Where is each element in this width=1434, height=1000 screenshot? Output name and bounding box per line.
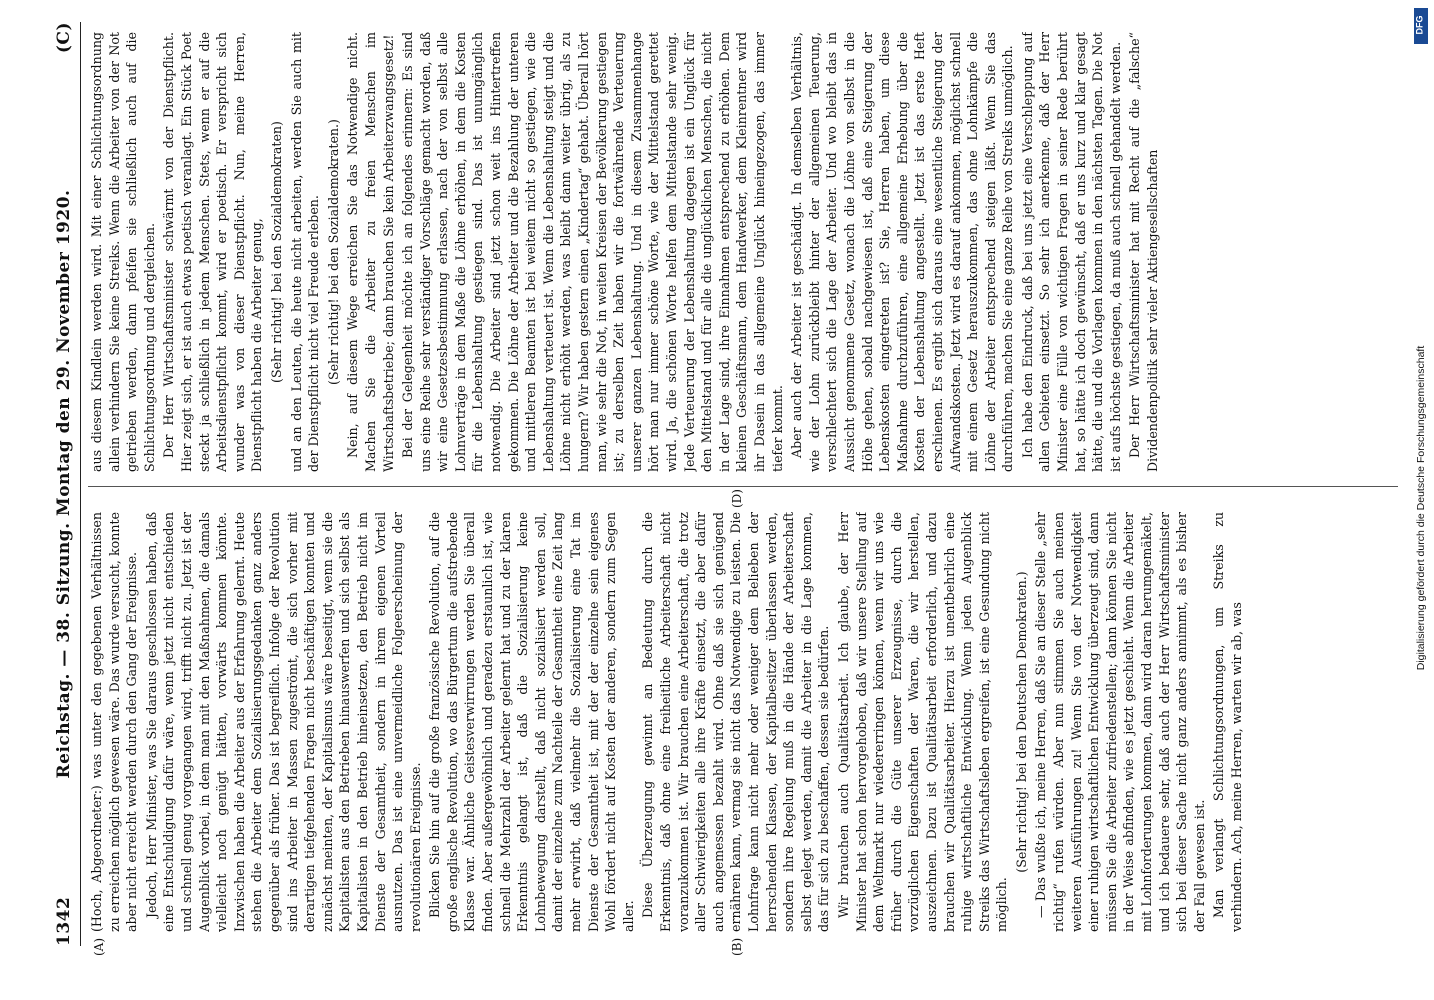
paragraph: Wir brauchen auch Qualitätsarbeit. Ich glaube, der Herr Minister hat schon hervorgehoben, daß wir unsere Stellung auf dem Weltmarkt nur wiedererringen können, wenn wir uns wie früher durch die Güte unserer Erzeugnisse, durch die vorzüglichen Eigenschaften der Waren, die wir herstellen, auszeichnen. Dazu ist Qualitätsarbeit erforderlich, und dazu brauchen wir Qualitätsarbeiter. Hierzu ist unentbehrlich eine ruhige wirtschaftliche Entwicklung. Wenn jeden Augenblick Streiks das Wirtschaftsleben ergreifen, ist eine Gesundung nicht möglich. bbox=[835, 512, 1010, 932]
interjection: (Sehr richtig! bei den Sozialdemokraten.) bbox=[325, 119, 341, 385]
paragraph: und an den Leuten, die heute nicht arbeiten, werden Sie auch mit der Dienstpflicht nicht viel Freude erleben. bbox=[288, 32, 322, 472]
header-title: Reichstag. — 38. Sitzung. Montag den 29. November 1920. bbox=[54, 189, 74, 779]
margin-marker-b: (B) bbox=[730, 937, 744, 956]
paragraph: Der Herr Wirtschaftsminister hat mit Recht auf die „falsche“ Dividendenpolitik sehr vieler Aktiengesellschaften bbox=[1127, 32, 1161, 472]
paragraph: Der Herr Wirtschaftsminister schwärmt von der Dienstpflicht. Hier zeigt sich, er ist auch etwas poetisch veranlagt. Ein Stück Poet steckt ja schließlich in jedem Menschen. Stets, wenn er auf die Arbeitsdienstpflicht kommt, wird er poetisch. Er verspricht sich wunder was von dieser Dienstpflicht. Nun, meine Herren, Dienstpflicht haben die Arbeiter genug, bbox=[161, 32, 265, 472]
page-number: 1342 bbox=[54, 896, 74, 946]
dfg-credit-text: Digitalisierung gefördert durch die Deutsche Forschungsgemeinschaft bbox=[1415, 345, 1427, 671]
running-header bbox=[54, 22, 80, 946]
paragraph: (Hoch, Abgeordneter:) was unter den gegebenen Verhältnissen zu erreichen möglich gewesen wäre. Das wurde versucht, konnte aber nicht erreicht werden durch den Gang der Ereignisse. bbox=[89, 512, 140, 932]
column-separator bbox=[88, 486, 1398, 487]
paragraph: Aber auch der Arbeiter ist geschädigt. In demselben Verhältnis, wie der Lohn zurückbleibt hinter der allgemeinen Teuerung, verschlechtert sich die Lage der Arbeiter. Und wo bleibt das in Aussicht genommene Gesetz, wonach die Löhne von selbst in die Höhe gehen, sobald nachgewiesen ist, daß eine Steigerung der Lebenskosten eingetreten ist? Sie, Herren haben, um diese Maßnahme durchzuführen, eine allgemeine Erhebung über die Kosten der Lebenshaltung angestellt. Jetzt ist das erste Heft erschienen. Es ergibt sich daraus eine wesentliche Steigerung der Aufwandskosten. Jetzt wird es darauf ankommen, möglichst schnell mit einem Gesetz herauszukommen, das ohne Lohnkämpfe die Löhne der Arbeiter entsprechend steigen läßt. Wenn Sie das durchführen, machen Sie eine ganze Reihe von Streiks unmöglich. bbox=[789, 32, 1016, 472]
paragraph: Ich habe den Eindruck, daß bei uns jetzt eine Verschleppung auf allen Gebieten einsetzt. So sehr ich anerkenne, daß der Herr Minister eine Fülle von wichtigen Fragen in seiner Rede berührt hat, so hätte ich doch gewünscht, daß er uns kurz und klar gesagt hätte, die und die Vorlagen kommen in den nächsten Tagen. Die Not ist aufs höchste gestiegen, da muß auch schnell gehandelt werden. bbox=[1019, 32, 1123, 472]
paragraph: — Das wußte ich, meine Herren, daß Sie an dieser Stelle „sehr richtig“ rufen würden. Aber nun stimmen Sie auch meinen weiteren Ausführungen zu! Wenn Sie von der Notwendigkeit einer ruhigen wirtschaftlichen Entwicklung überzeugt sind, dann müssen Sie die Arbeiter zufriedenstellen; dann können Sie nicht in der Weise abfinden, wie es jetzt geschieht. Wenn die Arbeiter mit Lohnforderungen kommen, dann wird daran herumgemäkelt, und ich bedauere sehr, daß auch der Herr Wirtschaftsminister sich bei dieser Sache nicht ganz anders annimmt, als es bisher der Fall gewesen ist. bbox=[1033, 512, 1207, 932]
paragraph: Bei der Gelegenheit möchte ich an folgendes erinnern: Es sind uns eine Reihe sehr verständiger Vorschläge gemacht worden, daß wir eine Gesetzesbestimmung erlassen, nach der von selbst alle Lohnverträge in dem Maße die Löhne erhöhen, in dem die Kosten für die Lebenshaltung gestiegen sind. Das ist unumgänglich notwendig. Die Arbeiter sind jetzt schon weit ins Hintertreffen gekommen. Die Löhne der Arbeiter und die Bezahlung der unteren und mittleren Beamten ist bei weitem nicht so gestiegen, wie die Lebenshaltung verteuert ist. Wenn die Lebenshaltung steigt und die Löhne nicht erhöht werden, was bleibt dann weiter übrig, als zu hungern? Wir haben gestern einen „Kindertag“ gehabt. Überall hört man, wie sehr die Not, in weiten Kreisen der Bevölkerung gestiegen ist; zu derselben Zeit haben wir die fortwährende Verteuerung unserer ganzen Lebenshaltung. Und in diesem Zusammenhange hört man nur immer schöne Worte, wie der Mittelstand gerettet wird. Ja, die schönen Worte helfen dem Mittelstande sehr wenig. Jede Verteuerung der Lebenshaltung dagegen ist ein Unglück für den Mittelstand und für alle die unglücklichen Menschen, die nicht in der Lage sind, ihre Einnahmen entsprechend zu erhöhen. Dem kleinen Geschäftsmann, dem Handwerker, dem Kleinrentner wird ihr Dasein in das allgemeine Unglück hineingezogen, das immer tiefer kommt. bbox=[400, 32, 785, 472]
interjection: (Sehr richtig! bei den Deutschen Demokraten.) bbox=[1013, 571, 1029, 873]
paragraph: Blicken Sie hin auf die große französische Revolution, auf die große englische Revolution, wo das Bürgertum die aufstrebende Klasse war. Ähnliche Geistesverwirrungen werden Sie überall finden. Aber außergewöhnlich und geradezu erstaunlich ist, wie schnell die Mehrzahl der Arbeiter gelernt hat und zu der klaren Erkenntnis gelangt ist, daß die Sozialisierung keine Lohnbewegung darstellt, daß nicht sozialisiert werden soll, damit der einzelne zum Nachteile der Gesamtheit eine Zeit lang mehr erwirbt, daß vielmehr die Sozialisierung eine Tat im Dienste der Gesamtheit ist, mit der der einzelne sein eigenes Wohl fördert nicht auf Kosten der anderen, sondern zum Segen aller. bbox=[427, 512, 636, 932]
dfg-watermark bbox=[1412, 8, 1430, 992]
interjection: (Sehr richtig! bei den Sozialdemokraten) bbox=[268, 121, 284, 383]
margin-marker-a: (A) bbox=[92, 937, 106, 956]
paragraph: Diese Überzeugung gewinnt an Bedeutung durch die Erkenntnis, daß ohne eine freiheitliche Arbeiterschaft nicht voranzukommen ist. Wir brauchen eine Arbeiterschaft, die trotz aller Schwierigkeiten alle ihre Kräfte einsetzt, die aber dafür auch angemessen bezahlt wird. Ohne daß sie sich genügend ernähren kann, vermag sie nicht das Notwendige zu leisten. Die Lohnfrage kann nicht mehr oder weniger dem Belieben der herrschenden Klassen, der Kapitalbesitzer überlassen werden, sondern ihre Regelung muß in die Hände der Arbeiterschaft selbst gelegt werden, damit die Arbeiter in die Lage kommen, das für sich zu beschaffen, dessen sie bedürfen. bbox=[640, 512, 832, 932]
left-column bbox=[88, 512, 1398, 932]
paragraph: Nein, auf diesem Wege erreichen Sie das Notwendige nicht. Machen Sie die Arbeiter zu freien Menschen im Wirtschaftsbetriebe; dann brauchen Sie kein Arbeiterzwangsgesetz! bbox=[345, 32, 396, 472]
paragraph: Man verlangt Schlichtungsordnungen, um Streiks zu verhindern. Ach, meine Herren, warten wir ab, was bbox=[1211, 512, 1244, 932]
paragraph: aus diesem Kindlein werden wird. Mit einer Schlichtungsordnung allein verhindern Sie keine Streiks. Wenn die Arbeiter von der Not getrieben werden, dann pfeifen sie schließlich auch auf die Schlichtungsordnung und dergleichen. bbox=[89, 32, 157, 472]
margin-marker-d: (D) bbox=[730, 489, 744, 508]
right-column bbox=[88, 32, 1398, 472]
dfg-logo: DFG bbox=[1414, 8, 1428, 44]
header-marker-c: (C) bbox=[54, 22, 74, 54]
rotated-page bbox=[50, 14, 1410, 954]
header-rule bbox=[80, 22, 81, 946]
paragraph: Jedoch, Herr Minister, was Sie daraus geschlossen haben, daß eine Entschuldigung dafür wäre, wenn jetzt nicht entschieden und schnell genug vorgegangen wird, trifft nicht zu. Jetzt ist der Augenblick vorbei, in dem man mit den Maßnahmen, die damals vielleicht noch genügt hätten, vorwärts kommen könnte. Inzwischen haben die Arbeiter aus der Erfahrung gelernt. Heute stehen die Arbeiter dem Sozialisierungsgedanken ganz anders gegenüber als früher. Das ist begreiflich. Infolge der Revolution sind ins Arbeiter in Massen zugeströmt, die sich vorher mit derartigen tiefgehenden Fragen nicht beschäftigen konnten und zunächst meinten, der Kapitalismus wäre beseitigt, wenn sie die Kapitalisten aus den Betrieben hinauswerfen und sich selbst als Kapitalisten in den Betrieb hineinsetzen, den Betrieb nicht im Dienste der Gesamtheit, sondern in ihrem eigenen Vorteil ausnutzen. Das ist eine unvermeidliche Folgeerscheinung der revolutionären Ereignisse. bbox=[143, 512, 423, 932]
